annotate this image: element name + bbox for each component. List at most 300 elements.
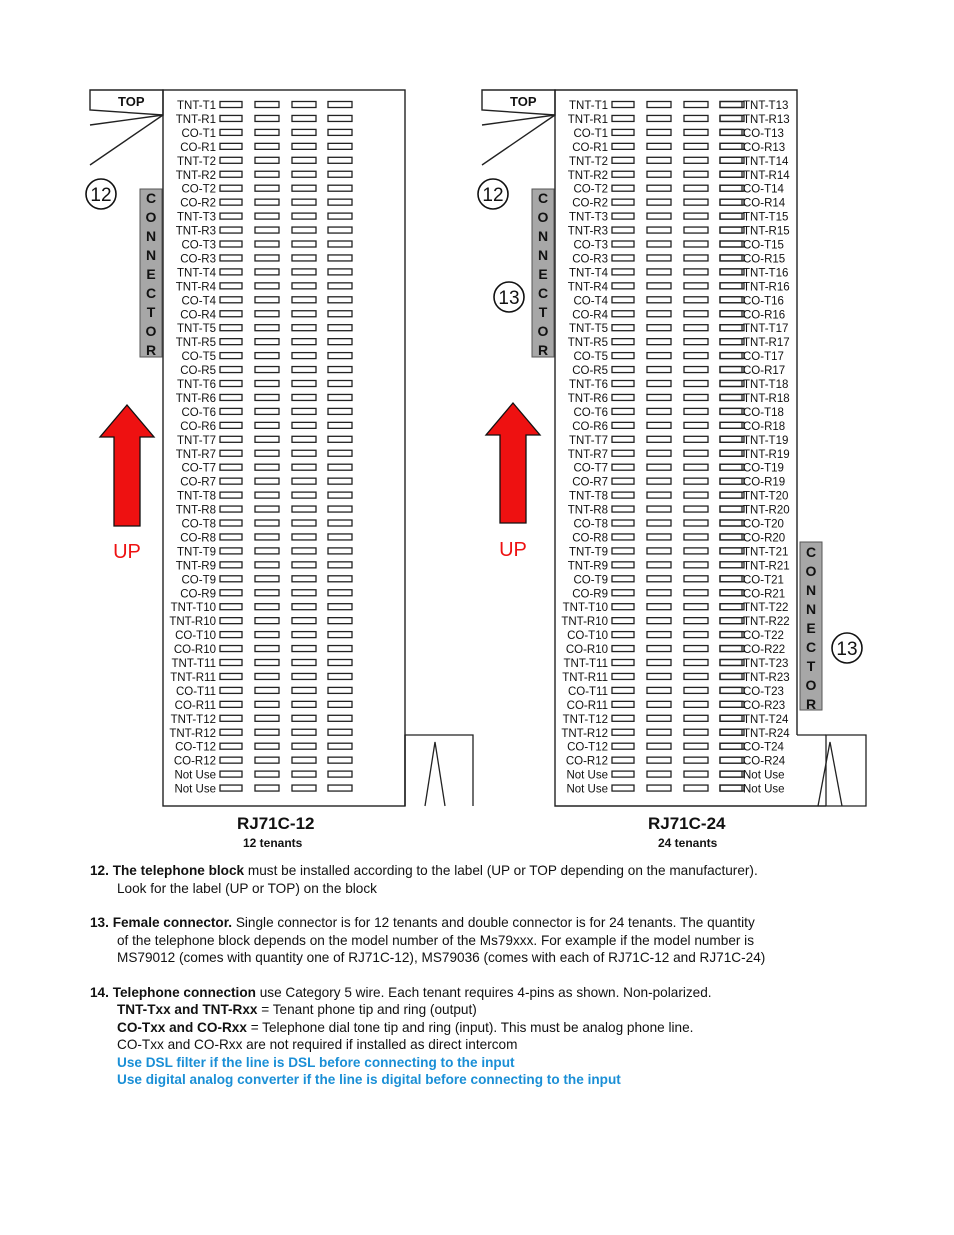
pin-slot: [647, 213, 671, 219]
pin-label-left: CO-T10: [175, 630, 216, 643]
pin-slot: [684, 673, 708, 679]
pin-slot: [292, 311, 316, 317]
pin-slot: [220, 241, 242, 247]
pin-slot: [220, 353, 242, 359]
telephone-block-12: [86, 90, 473, 806]
pin-label-left: TNT-R4: [567, 281, 608, 294]
pin-slot: [328, 506, 352, 512]
pin-slot: [255, 785, 279, 791]
pin-slot: [720, 506, 744, 512]
pin-slot: [220, 757, 242, 763]
pin-slot: [720, 464, 744, 470]
pin-label-left: TNT-T4: [569, 267, 608, 280]
note-12-number: 12.: [90, 863, 109, 878]
pin-slot: [220, 785, 242, 791]
pin-label-right: TNT-T15: [743, 211, 789, 224]
pin-slot: [612, 632, 634, 638]
callout-12: 12: [90, 185, 112, 206]
pin-slot: [220, 213, 242, 219]
pin-slot: [220, 367, 242, 373]
pin-slot: [612, 213, 634, 219]
pin-label-left: TNT-T2: [177, 155, 216, 168]
pin-slot: [328, 562, 352, 568]
pin-slot: [720, 157, 742, 163]
pin-slot: [612, 227, 634, 233]
pin-slot: [720, 632, 744, 638]
connector-letter: N: [805, 582, 817, 598]
pin-slot: [220, 701, 242, 707]
pin-slot: [720, 534, 744, 540]
pin-slot: [720, 520, 744, 526]
pin-label-left: TNT-R1: [567, 113, 608, 126]
pin-slot: [684, 562, 708, 568]
pin-label-left: CO-R9: [180, 588, 216, 601]
pin-label-left: TNT-R3: [175, 225, 216, 238]
pin-slot: [647, 367, 671, 373]
pin-label-left: CO-R3: [572, 253, 608, 266]
pin-slot: [647, 492, 671, 498]
pin-slot: [647, 436, 671, 442]
pin-slot: [292, 729, 316, 735]
pin-label-right: CO-T19: [743, 462, 784, 475]
pin-slot: [612, 325, 634, 331]
pin-slot: [220, 422, 242, 428]
pin-label-right: TNT-R24: [743, 727, 790, 740]
pin-slot: [292, 743, 316, 749]
pin-slot: [684, 157, 708, 163]
pin-slot: [684, 171, 708, 177]
pin-slot: [720, 548, 744, 554]
pin-label-left: CO-R1: [572, 141, 608, 154]
pin-label-right: TNT-T14: [743, 155, 789, 168]
block-foot-notch: [425, 742, 445, 806]
pin-slot: [720, 450, 742, 456]
pin-slot: [328, 590, 352, 596]
pin-slot: [612, 715, 634, 721]
pin-slot: [720, 408, 744, 414]
pin-label-left: TNT-R9: [175, 560, 216, 573]
pin-slot: [612, 129, 634, 135]
pin-slot: [328, 381, 352, 387]
pin-slot: [220, 255, 242, 261]
pin-slot: [328, 450, 352, 456]
connector-letter: O: [537, 209, 549, 225]
pin-label-right: TNT-T22: [743, 602, 789, 615]
pin-slot: [684, 283, 708, 289]
pin-slot: [292, 771, 316, 777]
pin-slot: [292, 283, 316, 289]
pin-label-left: TNT-T10: [170, 602, 216, 615]
pin-slot: [255, 129, 279, 135]
pin-slot: [720, 115, 744, 121]
pin-slot: [647, 562, 671, 568]
pin-slot: [220, 464, 242, 470]
pin-slot: [684, 227, 708, 233]
note-13-line2: of the telephone block depends on the model number of the Ms79xxx. For example if the model number is: [117, 932, 755, 948]
pin-slot: [684, 102, 708, 108]
pin-label-left: TNT-R5: [175, 337, 216, 350]
pin-slot: [612, 729, 634, 735]
note-14-heading: Telephone connection: [112, 984, 256, 1000]
pin-slot: [720, 492, 744, 498]
pin-label-left: CO-R6: [572, 420, 608, 433]
pin-label-left: TNT-T9: [177, 546, 216, 559]
pin-slot: [647, 227, 671, 233]
pin-slot: [255, 339, 279, 345]
pin-slot: [720, 562, 742, 568]
pin-label-right: Not Use: [743, 783, 785, 796]
pin-slot: [612, 478, 634, 484]
pin-slot: [292, 255, 316, 261]
pin-slot: [292, 548, 316, 554]
pin-slot: [612, 548, 634, 554]
pin-label-right: TNT-T24: [743, 713, 789, 726]
pin-slot: [328, 618, 352, 624]
pin-slot: [328, 143, 352, 149]
pin-label-left: CO-R4: [572, 309, 608, 322]
pin-slot: [220, 646, 242, 652]
note-14-co-term: CO-Txx and CO-Rxx: [117, 1019, 247, 1035]
pin-label-left: CO-R2: [180, 197, 216, 210]
pin-slot: [647, 757, 671, 763]
pin-slot: [292, 506, 316, 512]
pin-slot: [255, 743, 279, 749]
pin-label-left: Not Use: [566, 783, 608, 796]
pin-slot: [255, 422, 279, 428]
pin-slot: [720, 660, 742, 666]
pin-slot: [220, 673, 242, 679]
pin-slot: [292, 171, 316, 177]
pin-slot: [328, 311, 352, 317]
pin-slot: [292, 715, 316, 721]
pin-slot: [720, 771, 742, 777]
pin-slot: [720, 339, 744, 345]
note-13: [90, 914, 870, 967]
pin-slot: [255, 436, 279, 442]
note-12: [90, 862, 870, 897]
pin-slot: [292, 381, 316, 387]
pin-label-left: TNT-R6: [567, 392, 608, 405]
pin-slot: [720, 129, 742, 135]
pin-slot: [328, 213, 352, 219]
pin-slot: [720, 297, 744, 303]
pin-slot: [292, 102, 316, 108]
pin-slot: [220, 311, 242, 317]
pin-slot: [292, 450, 316, 456]
pin-slot: [720, 743, 742, 749]
note-14-number: 14.: [90, 984, 109, 1000]
pin-slot: [612, 701, 634, 707]
pin-slot: [612, 771, 634, 777]
pin-label-left: CO-T10: [567, 630, 608, 643]
pin-slot: [328, 687, 352, 693]
connector-letter: R: [537, 342, 549, 358]
pin-label-left: Not Use: [174, 769, 216, 782]
pin-label-right: CO-R13: [743, 141, 786, 154]
pin-slot: [328, 157, 352, 163]
pin-slot: [255, 353, 279, 359]
pin-slot: [292, 478, 316, 484]
up-label: UP: [499, 539, 527, 561]
pin-slot: [612, 367, 634, 373]
pin-slot: [255, 394, 279, 400]
pin-slot: [292, 394, 316, 400]
pin-slot: [684, 269, 708, 275]
pin-label-left: CO-T6: [573, 406, 608, 419]
note-13-heading: Female connector.: [112, 915, 233, 930]
pin-label-left: CO-R12: [565, 755, 608, 768]
note-14-dsl-tip: Use DSL filter if the line is DSL before connecting to the input: [117, 1054, 515, 1070]
connector-letter: T: [538, 304, 548, 320]
pin-slot: [720, 325, 742, 331]
pin-slot: [255, 576, 279, 582]
pin-slot: [720, 576, 744, 582]
pin-slot: [292, 129, 316, 135]
pin-label-right: CO-R17: [743, 365, 786, 378]
pin-slot: [720, 604, 744, 610]
pin-slot: [720, 478, 744, 484]
pin-label-left: CO-T4: [181, 295, 216, 308]
pin-label-left: CO-T11: [567, 685, 608, 698]
pin-slot: [292, 227, 316, 233]
pin-slot: [255, 143, 279, 149]
pin-slot: [255, 492, 279, 498]
pin-label-right: CO-R16: [743, 309, 786, 322]
pin-slot: [720, 283, 744, 289]
pin-slot: [684, 618, 708, 624]
pin-slot: [255, 102, 279, 108]
pin-slot: [720, 199, 744, 205]
pin-slot: [720, 143, 744, 149]
pin-slot: [220, 492, 242, 498]
pin-slot: [647, 408, 671, 414]
pin-slot: [647, 590, 671, 596]
pin-slot: [328, 646, 352, 652]
pin-label-right: TNT-T20: [743, 490, 789, 503]
pin-label-left: TNT-T5: [177, 323, 216, 336]
pin-label-left: CO-R5: [180, 365, 216, 378]
pin-slot: [292, 422, 316, 428]
pin-slot: [684, 492, 708, 498]
pin-label-left: CO-R1: [180, 141, 216, 154]
pin-slot: [292, 143, 316, 149]
pin-slot: [255, 660, 279, 666]
pin-slot: [684, 548, 708, 554]
pin-slot: [720, 394, 742, 400]
pin-slot: [292, 241, 316, 247]
pin-slot: [255, 297, 279, 303]
pin-label-left: TNT-T6: [177, 379, 216, 391]
pin-label-left: TNT-T12: [562, 713, 608, 726]
pin-slot: [328, 478, 352, 484]
pin-label-right: TNT-R15: [743, 225, 790, 238]
connector-letter: N: [537, 228, 549, 244]
pin-label-left: CO-T9: [181, 574, 216, 587]
pin-slot: [647, 632, 671, 638]
pin-slot: [220, 450, 242, 456]
pin-label-left: CO-R9: [572, 588, 608, 601]
pin-slot: [647, 185, 671, 191]
pin-slot: [612, 143, 634, 149]
pin-slot: [684, 185, 708, 191]
pin-slot: [292, 492, 316, 498]
pin-label-right: CO-R19: [743, 476, 786, 489]
pin-label-left: TNT-T11: [171, 658, 216, 670]
pin-label-right: CO-T17: [743, 351, 784, 364]
pin-label-left: CO-R10: [565, 644, 608, 657]
pin-slot: [684, 632, 708, 638]
pin-slot: [684, 450, 708, 456]
top-label: TOP: [118, 94, 145, 109]
pin-slot: [612, 562, 634, 568]
pin-slot: [720, 241, 742, 247]
connector-letter: C: [145, 285, 157, 301]
pin-slot: [328, 339, 352, 345]
pin-slot: [684, 715, 708, 721]
pin-label-right: CO-T13: [743, 127, 784, 140]
pin-label-left: CO-T12: [175, 741, 216, 754]
pin-slot: [684, 311, 708, 317]
pin-slot: [292, 757, 316, 763]
connector-letter: O: [537, 323, 549, 339]
pin-slot: [328, 422, 352, 428]
pin-slot: [720, 255, 742, 261]
pin-label-left: TNT-T4: [177, 267, 216, 280]
pin-slot: [720, 520, 742, 526]
pin-label-right: CO-R18: [743, 420, 786, 433]
pin-slot: [328, 492, 352, 498]
pin-slot: [292, 604, 316, 610]
pin-label-right: CO-T18: [743, 406, 784, 419]
connector-letter: N: [537, 247, 549, 263]
pin-slot: [612, 353, 634, 359]
pin-slot: [720, 576, 742, 582]
pin-slot: [255, 255, 279, 261]
pin-slot: [720, 269, 742, 275]
pin-slot: [647, 283, 671, 289]
pin-slot: [720, 381, 744, 387]
top-notch: [482, 115, 555, 165]
pin-slot: [255, 213, 279, 219]
block-model-label-12: RJ71C-12: [237, 814, 315, 833]
connector-letter: O: [805, 563, 817, 579]
pin-slot: [720, 408, 742, 414]
pin-label-left: CO-T2: [573, 183, 608, 196]
pin-slot: [720, 367, 744, 373]
pin-label-right: TNT-T23: [743, 658, 789, 670]
pin-slot: [647, 548, 671, 554]
pin-slot: [328, 199, 352, 205]
pin-slot: [720, 646, 744, 652]
pin-slot: [220, 604, 242, 610]
pin-slot: [647, 576, 671, 582]
pin-label-left: TNT-R2: [567, 169, 608, 182]
pin-slot: [255, 590, 279, 596]
pin-slot: [255, 283, 279, 289]
pin-slot: [328, 297, 352, 303]
pin-label-right: CO-R24: [743, 755, 786, 768]
block-model-label-24: RJ71C-24: [648, 814, 726, 833]
pin-slot: [684, 115, 708, 121]
pin-slot: [720, 506, 742, 512]
pin-slot: [720, 325, 744, 331]
note-14-tnt-desc: = Tenant phone tip and ring (output): [257, 1002, 477, 1017]
pin-slot: [684, 213, 708, 219]
pin-slot: [720, 562, 744, 568]
pin-slot: [220, 115, 242, 121]
pin-slot: [220, 478, 242, 484]
pin-slot: [220, 590, 242, 596]
pin-label-right: CO-T14: [743, 183, 784, 196]
pin-slot: [720, 227, 744, 233]
block-foot: [826, 735, 866, 806]
pin-slot: [720, 241, 744, 247]
pin-slot: [612, 660, 634, 666]
pin-slot: [220, 660, 242, 666]
pin-label-left: CO-R8: [572, 532, 608, 545]
pin-label-left: TNT-T8: [569, 490, 608, 503]
up-label: UP: [113, 541, 141, 563]
pin-slot: [647, 102, 671, 108]
pin-label-left: TNT-T5: [569, 323, 608, 336]
pin-label-left: CO-R12: [173, 755, 216, 768]
connector-letter: E: [538, 266, 548, 282]
note-12-line2: Look for the label (UP or TOP) on the block: [117, 880, 377, 896]
pin-slot: [292, 436, 316, 442]
pin-slot: [720, 646, 742, 652]
pin-slot: [220, 548, 242, 554]
pin-slot: [612, 604, 634, 610]
pin-slot: [612, 785, 634, 791]
pin-slot: [612, 534, 634, 540]
connector-letter: T: [806, 658, 816, 674]
note-14-intercom: CO-Txx and CO-Rxx are not required if installed as direct intercom: [117, 1037, 518, 1052]
pin-slot: [647, 255, 671, 261]
pin-slot: [720, 548, 742, 554]
pin-slot: [720, 590, 742, 596]
pin-slot: [720, 743, 744, 749]
pin-label-left: TNT-T3: [177, 211, 216, 224]
pin-label-left: CO-T8: [573, 518, 608, 531]
pin-label-right: CO-R21: [743, 588, 786, 601]
pin-slot: [647, 604, 671, 610]
pin-slot: [328, 771, 352, 777]
pin-label-left: TNT-R11: [170, 671, 216, 684]
pin-label-right: TNT-T21: [743, 546, 789, 559]
pin-label-right: TNT-R16: [743, 281, 790, 294]
pin-slot: [220, 436, 242, 442]
connector-letter: T: [146, 304, 156, 320]
pin-slot: [328, 660, 352, 666]
pin-label-right: CO-R20: [743, 532, 786, 545]
pin-slot: [720, 339, 742, 345]
pin-label-left: CO-T9: [573, 574, 608, 587]
pin-slot: [684, 646, 708, 652]
callout-13-right: 13: [836, 639, 858, 660]
pin-label-left: CO-T3: [573, 239, 608, 252]
pin-slot: [720, 715, 742, 721]
pin-slot: [328, 464, 352, 470]
pin-slot: [255, 771, 279, 777]
pin-slot: [328, 604, 352, 610]
pin-slot: [255, 408, 279, 414]
pin-slot: [612, 339, 634, 345]
pin-slot: [612, 241, 634, 247]
pin-slot: [684, 394, 708, 400]
pin-slot: [720, 436, 744, 442]
pin-slot: [720, 213, 742, 219]
pin-slot: [220, 199, 242, 205]
